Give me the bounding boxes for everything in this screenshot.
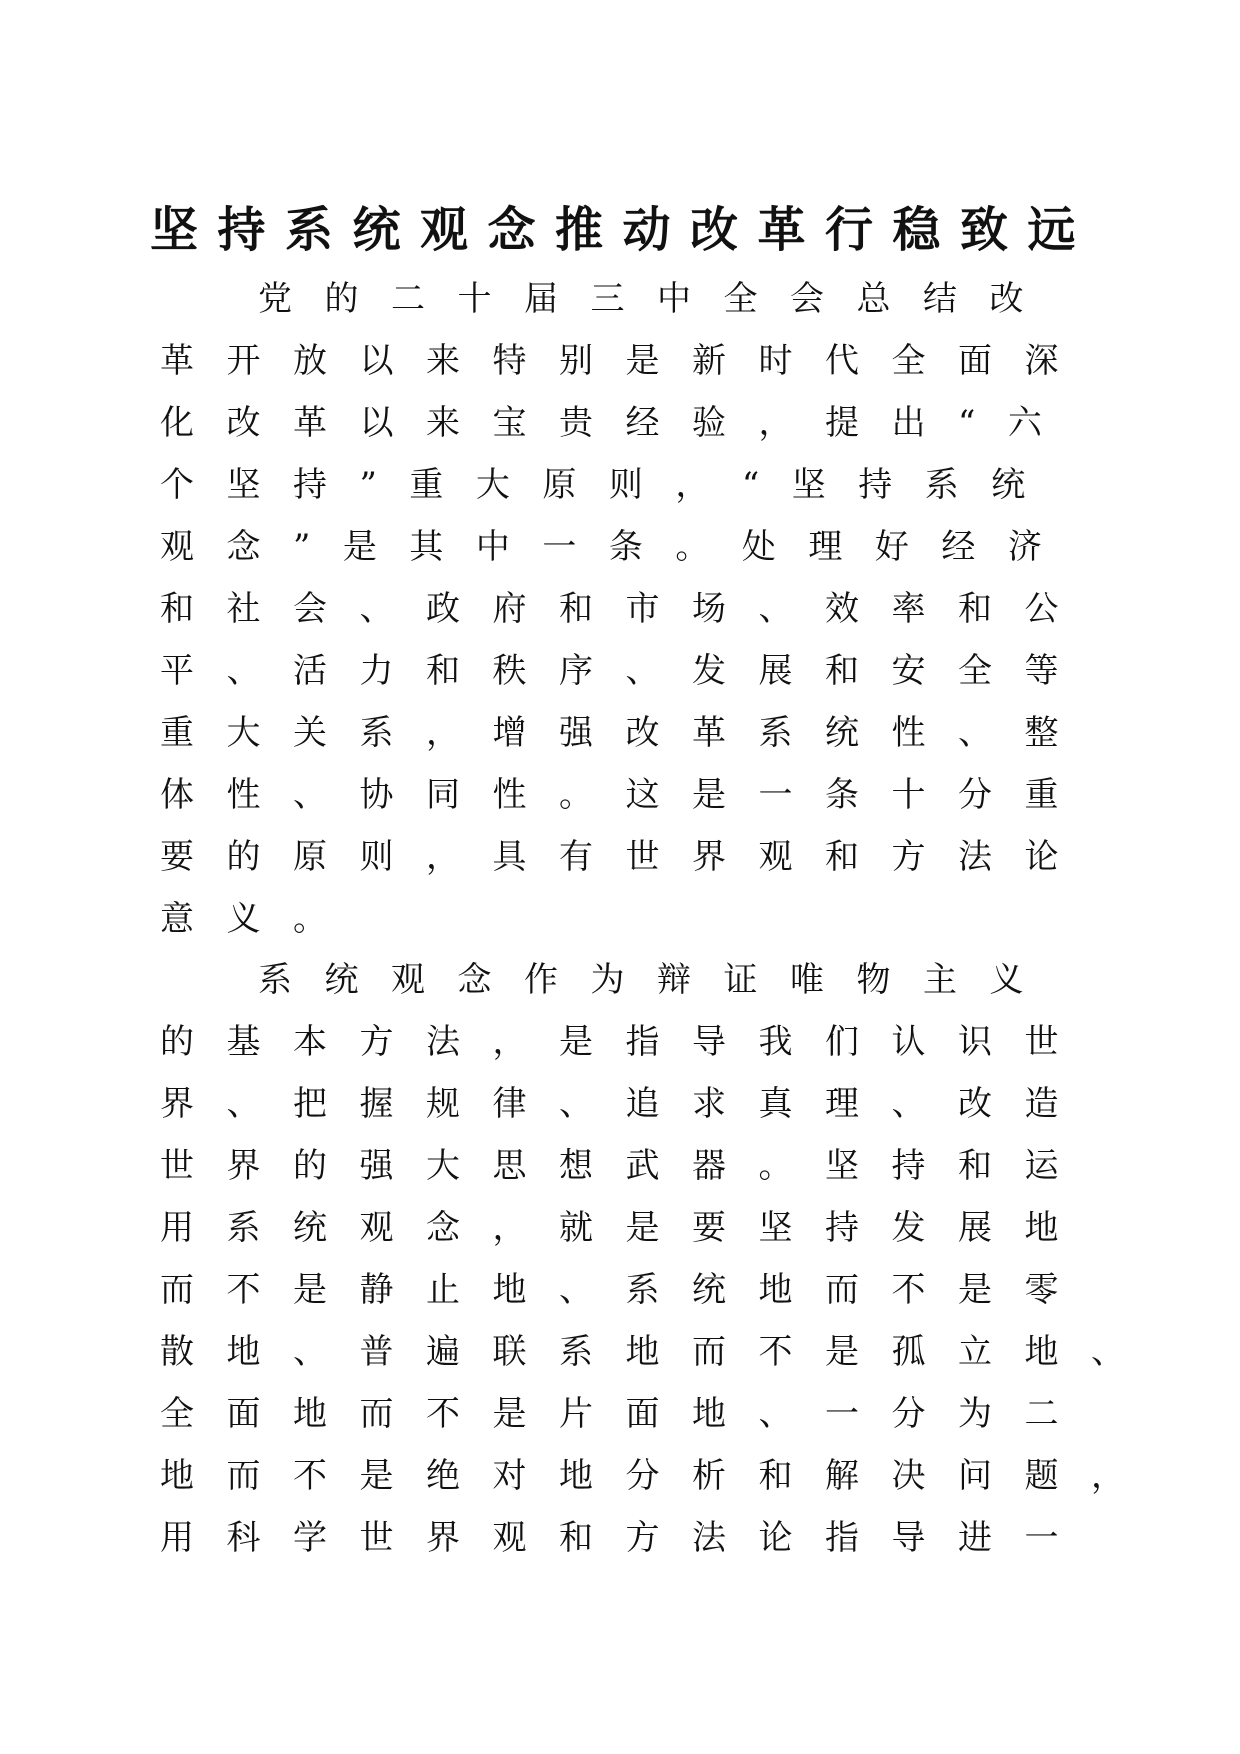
paragraph-line: 地而不是绝对地分析和解决问题， [160,1456,1158,1496]
paragraph-line: 平、活力和秩序、发展和安全等 [160,651,1091,691]
paragraph-line: 系统观念作为辩证唯物主义 [258,960,1056,1000]
paragraph-1 [160,268,1091,950]
paragraph-line: 和社会、政府和市场、效率和公 [160,589,1091,629]
paragraph-line: 重大关系，增强改革系统性、整 [160,713,1091,753]
paragraph-line: 而不是静止地、系统地而不是零 [160,1270,1091,1310]
paragraph-2 [160,949,1158,1569]
paragraph-line: 要的原则，具有世界观和方法论 [160,837,1091,877]
paragraph-line: 观念”是其中一条。处理好经济 [160,527,1075,567]
paragraph-line: 用系统观念，就是要坚持发展地 [160,1208,1091,1248]
document-title: 坚持系统观念推动改革行稳致远 [150,202,1096,258]
paragraph-line: 党的二十届三中全会总结改 [258,279,1056,319]
paragraph-line: 体性、协同性。这是一条十分重 [160,775,1091,815]
paragraph-line: 意义。 [160,899,360,939]
paragraph-line: 个坚持”重大原则，“坚持系统 [160,465,1058,505]
paragraph-line: 全面地而不是片面地、一分为二 [160,1394,1091,1434]
paragraph-line: 界、把握规律、追求真理、改造 [160,1084,1091,1124]
paragraph-line: 化改革以来宝贵经验，提出“六 [160,403,1075,443]
paragraph-line: 革开放以来特别是新时代全面深 [160,341,1091,381]
paragraph-line: 的基本方法，是指导我们认识世 [160,1022,1091,1062]
paragraph-line: 世界的强大思想武器。坚持和运 [160,1146,1091,1186]
paragraph-line: 用科学世界观和方法论指导进一 [160,1518,1091,1558]
paragraph-line: 散地、普遍联系地而不是孤立地、 [160,1332,1158,1372]
